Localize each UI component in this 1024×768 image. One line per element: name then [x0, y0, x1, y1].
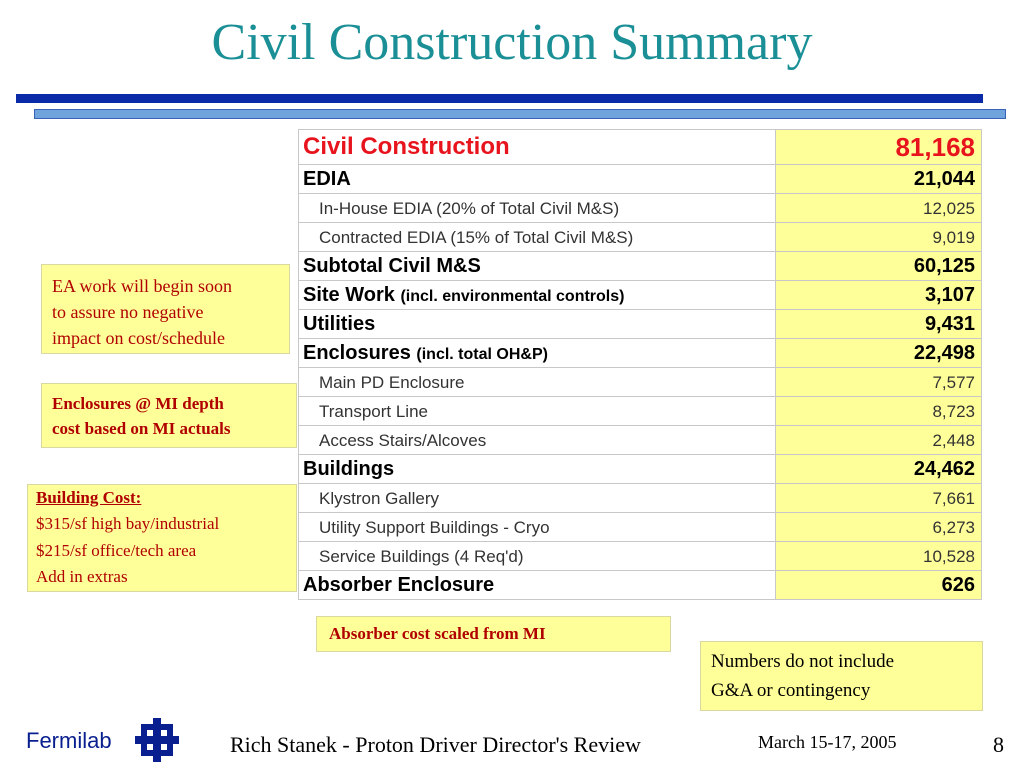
row-value: 2,448	[776, 426, 982, 455]
row-value: 7,661	[776, 484, 982, 513]
table-row	[299, 130, 982, 165]
row-value: 12,025	[776, 194, 982, 223]
title-divider-light	[34, 109, 1006, 119]
enclosures-note	[41, 383, 297, 448]
page-number: 8	[993, 732, 1004, 757]
footer-presenter: Rich Stanek - Proton Driver Director's Review	[230, 732, 641, 757]
table-row	[299, 571, 982, 600]
table-row	[299, 513, 982, 542]
row-label: Klystron Gallery	[299, 484, 776, 513]
row-label: Utilities	[299, 310, 776, 339]
row-label-qualifier: (incl. total OH&P)	[416, 346, 548, 363]
note-line: impact on cost/schedule	[52, 328, 225, 349]
note-line: G&A or contingency	[711, 679, 871, 701]
table-row	[299, 165, 982, 194]
note-line: $315/sf high bay/industrial	[36, 514, 220, 534]
note-heading: Building Cost:	[36, 488, 142, 507]
row-value: 3,107	[776, 281, 982, 310]
footer-brand: Fermilab	[26, 728, 112, 753]
table-row	[299, 426, 982, 455]
table-row	[299, 194, 982, 223]
row-value: 81,168	[776, 130, 982, 165]
note-line: to assure no negative	[52, 302, 204, 323]
row-value: 21,044	[776, 165, 982, 194]
note-line: EA work will begin soon	[52, 276, 232, 296]
fermilab-logo-icon	[133, 716, 181, 764]
cost-table	[298, 129, 982, 600]
row-label-qualifier: (incl. environmental controls)	[400, 288, 625, 305]
row-value: 9,019	[776, 223, 982, 252]
building-cost-note	[27, 484, 297, 592]
absorber-note: Absorber cost scaled from MI	[316, 616, 671, 652]
slide-title: Civil Construction Summary	[211, 14, 813, 71]
row-label: Absorber Enclosure	[299, 571, 776, 600]
row-label-main: Site Work	[303, 284, 395, 306]
note-line: $215/sf office/tech area	[36, 540, 197, 560]
title-divider-dark	[16, 94, 983, 103]
note-line: Enclosures @ MI depth	[52, 394, 224, 413]
ea-work-note	[41, 264, 290, 354]
row-label: Subtotal Civil M&S	[299, 252, 776, 281]
table-row	[299, 223, 982, 252]
row-label: In-House EDIA (20% of Total Civil M&S)	[299, 194, 776, 223]
row-label: Buildings	[299, 455, 776, 484]
row-value: 6,273	[776, 513, 982, 542]
table-row	[299, 368, 982, 397]
table-row	[299, 542, 982, 571]
row-label-main: Enclosures	[303, 342, 411, 364]
row-value: 24,462	[776, 455, 982, 484]
row-value: 22,498	[776, 339, 982, 368]
row-value: 60,125	[776, 252, 982, 281]
row-value: 626	[776, 571, 982, 600]
row-value: 8,723	[776, 397, 982, 426]
row-label: Utility Support Buildings - Cryo	[299, 513, 776, 542]
row-label	[299, 281, 776, 310]
row-value: 9,431	[776, 310, 982, 339]
row-label: EDIA	[299, 165, 776, 194]
table-row	[299, 455, 982, 484]
row-label: Access Stairs/Alcoves	[299, 426, 776, 455]
table-row	[299, 252, 982, 281]
note-line: Add in extras	[36, 567, 128, 587]
row-label: Contracted EDIA (15% of Total Civil M&S)	[299, 223, 776, 252]
row-value: 10,528	[776, 542, 982, 571]
footer-date: March 15-17, 2005	[758, 732, 897, 752]
row-label: Civil Construction	[299, 130, 776, 165]
table-row	[299, 397, 982, 426]
note-line: cost based on MI actuals	[52, 418, 231, 438]
note-line: Numbers do not include	[711, 651, 895, 672]
row-label: Main PD Enclosure	[299, 368, 776, 397]
numbers-disclaimer-note	[700, 641, 983, 711]
row-value: 7,577	[776, 368, 982, 397]
row-label: Transport Line	[299, 397, 776, 426]
row-label	[299, 339, 776, 368]
table-row	[299, 310, 982, 339]
table-row	[299, 281, 982, 310]
table-row	[299, 484, 982, 513]
row-label: Service Buildings (4 Req'd)	[299, 542, 776, 571]
table-row	[299, 339, 982, 368]
